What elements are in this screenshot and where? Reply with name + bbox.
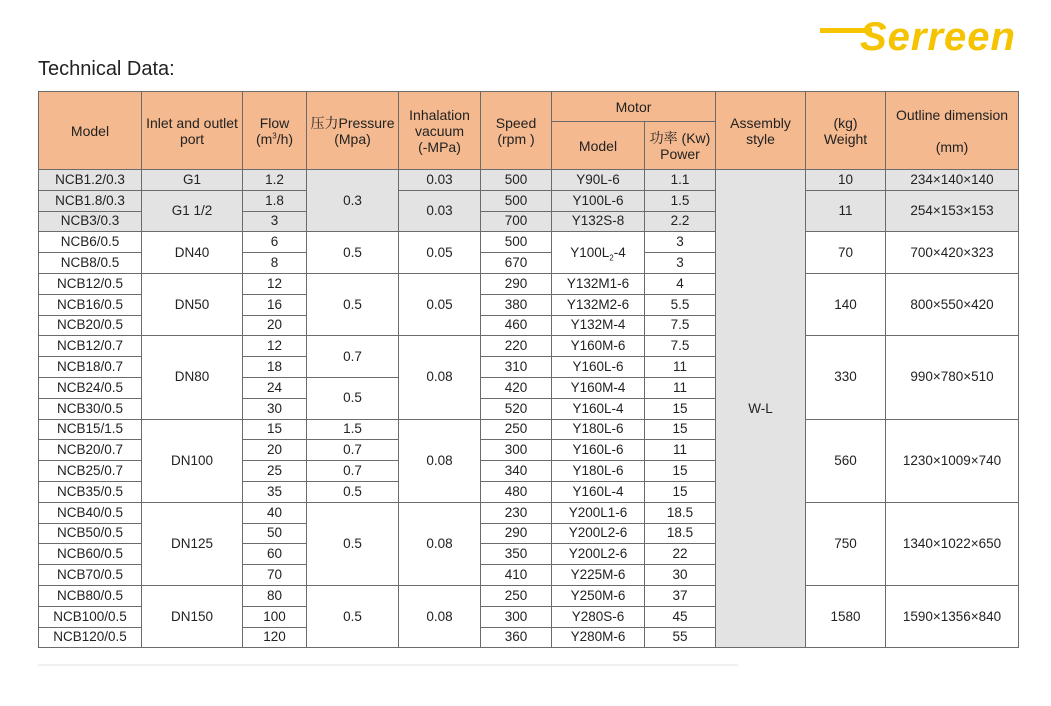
speed-cell: 460 bbox=[481, 315, 552, 336]
pressure-cell: 0.5 bbox=[307, 377, 399, 419]
motor-model-cell: Y180L-6 bbox=[552, 461, 645, 482]
speed-cell: 670 bbox=[481, 253, 552, 274]
outline-cell: 234×140×140 bbox=[886, 170, 1019, 191]
col-motor: Motor bbox=[552, 92, 716, 122]
col-model: Model bbox=[39, 92, 142, 170]
power-cell: 15 bbox=[645, 398, 716, 419]
model-cell: NCB1.2/0.3 bbox=[39, 170, 142, 191]
motor-model-cell: Y132M-4 bbox=[552, 315, 645, 336]
pressure-cell: 0.5 bbox=[307, 273, 399, 335]
speed-cell: 380 bbox=[481, 294, 552, 315]
port-cell: G1 bbox=[142, 170, 243, 191]
flow-cell: 1.8 bbox=[243, 190, 307, 211]
speed-cell: 250 bbox=[481, 585, 552, 606]
flow-cell: 1.2 bbox=[243, 170, 307, 191]
flow-cell: 35 bbox=[243, 481, 307, 502]
model-cell: NCB30/0.5 bbox=[39, 398, 142, 419]
speed-cell: 350 bbox=[481, 544, 552, 565]
col-assembly: Assembly style bbox=[716, 92, 806, 170]
speed-cell: 230 bbox=[481, 502, 552, 523]
flow-cell: 70 bbox=[243, 565, 307, 586]
outline-cell: 990×780×510 bbox=[886, 336, 1019, 419]
speed-cell: 700 bbox=[481, 211, 552, 232]
motor-model-cell: Y225M-6 bbox=[552, 565, 645, 586]
flow-cell: 8 bbox=[243, 253, 307, 274]
vacuum-cell: 0.05 bbox=[399, 273, 481, 335]
port-cell: DN50 bbox=[142, 273, 243, 335]
table-row bbox=[39, 419, 1019, 440]
vacuum-cell: 0.05 bbox=[399, 232, 481, 274]
speed-cell: 340 bbox=[481, 461, 552, 482]
vacuum-cell: 0.08 bbox=[399, 585, 481, 647]
power-cell: 2.2 bbox=[645, 211, 716, 232]
outline-cell: 1340×1022×650 bbox=[886, 502, 1019, 585]
table-row bbox=[39, 170, 1019, 191]
flow-cell: 25 bbox=[243, 461, 307, 482]
power-cell: 22 bbox=[645, 544, 716, 565]
pressure-cell: 0.7 bbox=[307, 336, 399, 378]
model-cell: NCB60/0.5 bbox=[39, 544, 142, 565]
model-cell: NCB16/0.5 bbox=[39, 294, 142, 315]
flow-cell: 100 bbox=[243, 606, 307, 627]
col-motor-model: Model bbox=[552, 122, 645, 170]
vacuum-cell: 0.03 bbox=[399, 170, 481, 191]
flow-cell: 80 bbox=[243, 585, 307, 606]
motor-model-cell: Y132M1-6 bbox=[552, 273, 645, 294]
outline-cell: 800×550×420 bbox=[886, 273, 1019, 335]
col-port: Inlet and outlet port bbox=[142, 92, 243, 170]
motor-model-cell: Y280S-6 bbox=[552, 606, 645, 627]
motor-model-cell: Y160M-4 bbox=[552, 377, 645, 398]
pressure-cell: 0.5 bbox=[307, 232, 399, 274]
weight-cell: 750 bbox=[806, 502, 886, 585]
power-cell: 45 bbox=[645, 606, 716, 627]
outline-cell: 700×420×323 bbox=[886, 232, 1019, 274]
power-cell: 7.5 bbox=[645, 336, 716, 357]
motor-model-cell: Y200L2-6 bbox=[552, 523, 645, 544]
motor-model-cell: Y180L-6 bbox=[552, 419, 645, 440]
power-cell: 15 bbox=[645, 481, 716, 502]
vacuum-cell: 0.08 bbox=[399, 419, 481, 502]
model-cell: NCB18/0.7 bbox=[39, 357, 142, 378]
power-cell: 55 bbox=[645, 627, 716, 648]
weight-cell: 140 bbox=[806, 273, 886, 335]
power-cell: 11 bbox=[645, 377, 716, 398]
model-cell: NCB35/0.5 bbox=[39, 481, 142, 502]
col-speed: Speed (rpm ) bbox=[481, 92, 552, 170]
pressure-cell: 1.5 bbox=[307, 419, 399, 440]
weight-cell: 1580 bbox=[806, 585, 886, 647]
table-row bbox=[39, 336, 1019, 357]
motor-model-cell: Y250M-6 bbox=[552, 585, 645, 606]
power-cell: 11 bbox=[645, 440, 716, 461]
motor-model-cell: Y160L-6 bbox=[552, 440, 645, 461]
motor-model-cell: Y160M-6 bbox=[552, 336, 645, 357]
table-row bbox=[39, 190, 1019, 211]
motor-model-cell: Y200L1-6 bbox=[552, 502, 645, 523]
power-cell: 1.5 bbox=[645, 190, 716, 211]
model-cell: NCB12/0.5 bbox=[39, 273, 142, 294]
footer-divider bbox=[38, 664, 738, 666]
port-cell: DN40 bbox=[142, 232, 243, 274]
speed-cell: 500 bbox=[481, 170, 552, 191]
power-cell: 1.1 bbox=[645, 170, 716, 191]
pressure-cell: 0.3 bbox=[307, 170, 399, 232]
flow-cell: 40 bbox=[243, 502, 307, 523]
table-row bbox=[39, 232, 1019, 253]
motor-model-cell: $Y100L_2-4$ bbox=[552, 232, 645, 274]
flow-cell: 30 bbox=[243, 398, 307, 419]
pressure-cell: 0.5 bbox=[307, 585, 399, 647]
weight-cell: 560 bbox=[806, 419, 886, 502]
model-cell: NCB15/1.5 bbox=[39, 419, 142, 440]
col-outline: Outline dimension (mm) bbox=[886, 92, 1019, 170]
model-cell: NCB1.8/0.3 bbox=[39, 190, 142, 211]
model-cell: NCB20/0.5 bbox=[39, 315, 142, 336]
power-cell: 15 bbox=[645, 419, 716, 440]
model-cell: NCB100/0.5 bbox=[39, 606, 142, 627]
model-cell: NCB120/0.5 bbox=[39, 627, 142, 648]
model-cell: NCB50/0.5 bbox=[39, 523, 142, 544]
flow-cell: 20 bbox=[243, 440, 307, 461]
motor-model-cell: Y160L-6 bbox=[552, 357, 645, 378]
speed-cell: 300 bbox=[481, 440, 552, 461]
flow-cell: 120 bbox=[243, 627, 307, 648]
outline-cell: 1590×1356×840 bbox=[886, 585, 1019, 647]
model-cell: NCB70/0.5 bbox=[39, 565, 142, 586]
outline-cell: 254×153×153 bbox=[886, 190, 1019, 232]
speed-cell: 410 bbox=[481, 565, 552, 586]
weight-cell: 11 bbox=[806, 190, 886, 232]
motor-model-cell: Y100L-6 bbox=[552, 190, 645, 211]
col-flow: Flow $(m^3/h)$ bbox=[243, 92, 307, 170]
port-cell: DN80 bbox=[142, 336, 243, 419]
flow-cell: 20 bbox=[243, 315, 307, 336]
model-cell: NCB25/0.7 bbox=[39, 461, 142, 482]
speed-cell: 360 bbox=[481, 627, 552, 648]
table-body bbox=[39, 170, 1019, 648]
flow-cell: 60 bbox=[243, 544, 307, 565]
flow-cell: 12 bbox=[243, 336, 307, 357]
col-motor-power: 功率 (Kw) Power bbox=[645, 122, 716, 170]
port-cell: G1 1/2 bbox=[142, 190, 243, 232]
model-cell: NCB3/0.3 bbox=[39, 211, 142, 232]
speed-cell: 520 bbox=[481, 398, 552, 419]
speed-cell: 220 bbox=[481, 336, 552, 357]
flow-cell: 18 bbox=[243, 357, 307, 378]
speed-cell: 310 bbox=[481, 357, 552, 378]
flow-cell: 15 bbox=[243, 419, 307, 440]
table-header bbox=[39, 92, 1019, 170]
power-cell: 11 bbox=[645, 357, 716, 378]
assembly-cell: W-L bbox=[716, 170, 806, 648]
power-cell: 30 bbox=[645, 565, 716, 586]
speed-cell: 420 bbox=[481, 377, 552, 398]
technical-data-table bbox=[38, 91, 1019, 648]
motor-model-cell: Y200L2-6 bbox=[552, 544, 645, 565]
speed-cell: 300 bbox=[481, 606, 552, 627]
weight-cell: 70 bbox=[806, 232, 886, 274]
model-cell: NCB40/0.5 bbox=[39, 502, 142, 523]
flow-cell: 50 bbox=[243, 523, 307, 544]
speed-cell: 480 bbox=[481, 481, 552, 502]
speed-cell: 290 bbox=[481, 273, 552, 294]
pressure-cell: 0.5 bbox=[307, 502, 399, 585]
power-cell: 18.5 bbox=[645, 523, 716, 544]
model-cell: NCB6/0.5 bbox=[39, 232, 142, 253]
motor-model-cell: Y132M2-6 bbox=[552, 294, 645, 315]
table-row bbox=[39, 585, 1019, 606]
weight-cell: 330 bbox=[806, 336, 886, 419]
power-cell: 3 bbox=[645, 253, 716, 274]
col-vacuum: Inhalation vacuum (-MPa) bbox=[399, 92, 481, 170]
motor-model-cell: Y160L-4 bbox=[552, 481, 645, 502]
pressure-cell: 0.7 bbox=[307, 440, 399, 461]
table-row bbox=[39, 273, 1019, 294]
vacuum-cell: 0.03 bbox=[399, 190, 481, 232]
port-cell: DN125 bbox=[142, 502, 243, 585]
col-weight: (kg) Weight bbox=[806, 92, 886, 170]
model-cell: NCB24/0.5 bbox=[39, 377, 142, 398]
technical-data-table-wrap bbox=[38, 91, 1018, 648]
vacuum-cell: 0.08 bbox=[399, 502, 481, 585]
col-pressure: 压力Pressure (Mpa) bbox=[307, 92, 399, 170]
power-cell: 3 bbox=[645, 232, 716, 253]
power-cell: 18.5 bbox=[645, 502, 716, 523]
port-cell: DN100 bbox=[142, 419, 243, 502]
pressure-cell: 0.7 bbox=[307, 461, 399, 482]
speed-cell: 500 bbox=[481, 232, 552, 253]
power-cell: 4 bbox=[645, 273, 716, 294]
motor-model-cell: Y132S-8 bbox=[552, 211, 645, 232]
flow-cell: 16 bbox=[243, 294, 307, 315]
flow-cell: 24 bbox=[243, 377, 307, 398]
model-cell: NCB12/0.7 bbox=[39, 336, 142, 357]
power-cell: 15 bbox=[645, 461, 716, 482]
power-cell: 5.5 bbox=[645, 294, 716, 315]
vacuum-cell: 0.08 bbox=[399, 336, 481, 419]
page-heading: Technical Data: bbox=[38, 58, 175, 80]
motor-model-cell: Y280M-6 bbox=[552, 627, 645, 648]
speed-cell: 250 bbox=[481, 419, 552, 440]
model-cell: NCB8/0.5 bbox=[39, 253, 142, 274]
pressure-cell: 0.5 bbox=[307, 481, 399, 502]
model-cell: NCB20/0.7 bbox=[39, 440, 142, 461]
speed-cell: 500 bbox=[481, 190, 552, 211]
flow-cell: 6 bbox=[243, 232, 307, 253]
flow-cell: 3 bbox=[243, 211, 307, 232]
motor-model-cell: Y160L-4 bbox=[552, 398, 645, 419]
speed-cell: 290 bbox=[481, 523, 552, 544]
port-cell: DN150 bbox=[142, 585, 243, 647]
weight-cell: 10 bbox=[806, 170, 886, 191]
serreen-logo bbox=[820, 6, 1040, 58]
model-cell: NCB80/0.5 bbox=[39, 585, 142, 606]
table-row bbox=[39, 502, 1019, 523]
motor-model-cell: Y90L-6 bbox=[552, 170, 645, 191]
outline-cell: 1230×1009×740 bbox=[886, 419, 1019, 502]
brand-wordmark: Serreen bbox=[860, 15, 1016, 58]
flow-cell: 12 bbox=[243, 273, 307, 294]
power-cell: 7.5 bbox=[645, 315, 716, 336]
power-cell: 37 bbox=[645, 585, 716, 606]
